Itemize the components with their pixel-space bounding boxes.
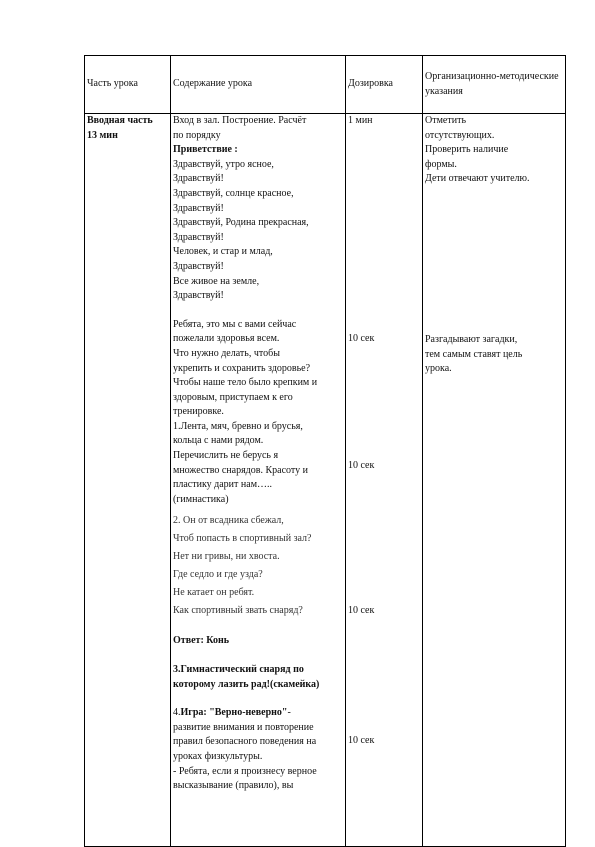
game-line: высказывание (правило), вы — [173, 780, 294, 792]
content-cell — [171, 114, 346, 847]
note-line: отсутствующих. — [425, 129, 495, 141]
header-part: Часть урока — [85, 56, 171, 114]
game-number: 4. — [173, 707, 181, 719]
note-line: урока. — [425, 363, 452, 375]
lesson-plan-table — [84, 55, 566, 847]
riddle3-line: которому лазить рад!(скамейка) — [173, 678, 320, 690]
note-line: формы. — [425, 158, 457, 170]
table-header-row — [85, 56, 566, 114]
health-line: тренировке. — [173, 406, 224, 418]
dosage-value: 10 сек — [348, 460, 375, 471]
health-line: здоровым, приступаем к его — [173, 391, 293, 403]
notes-spacer — [425, 187, 563, 333]
game-dash: - — [287, 707, 291, 719]
game-heading — [173, 706, 343, 721]
riddle1-line: Перечислить не берусь я — [173, 450, 279, 462]
dosage-value: 1 мин — [348, 115, 373, 126]
riddle2-line: Как спортивный звать снаряд? — [173, 605, 303, 617]
riddle1-line: (гимнастика) — [173, 493, 229, 505]
note-line: тем самым ставят цель — [425, 348, 523, 360]
note-line: Разгадывают загадки, — [425, 333, 518, 345]
greeting-line: Человек, и стар и млад, — [173, 246, 273, 258]
game-line: уроках физкультуры. — [173, 751, 263, 762]
health-line: укрепить и сохранить здоровье? — [173, 362, 311, 374]
riddle1-line: пластику дарит нам….. — [173, 479, 273, 491]
riddle-answer: Ответ: Конь — [173, 635, 230, 647]
greeting-line: Здравствуй, Родина прекрасная, — [173, 217, 309, 229]
health-line: Ребята, это мы с вами сейчас — [173, 318, 297, 330]
greeting-line: Здравствуй, солнце красное, — [173, 187, 294, 199]
riddle2-line: Нет ни гривы, ни хвоста. — [173, 551, 280, 563]
greeting-title: Приветствие : — [173, 144, 238, 156]
riddle2-block — [173, 512, 343, 620]
riddle2-line: Чтоб попасть в спортивный зал? — [173, 533, 312, 545]
game-line: правил безопасного поведения на — [173, 736, 317, 748]
greeting-line: Здравствуй, утро ясное, — [173, 158, 274, 170]
dosage-value: 10 сек — [348, 735, 375, 746]
header-content: Содержание урока — [171, 56, 346, 114]
part-name: Вводная часть — [87, 115, 153, 126]
dosage-value: 10 сек — [348, 605, 375, 616]
greeting-line: Здравствуй! — [173, 173, 224, 185]
greeting-line: Здравствуй! — [173, 202, 224, 214]
dosage-value: 10 сек — [348, 333, 375, 344]
health-line: пожелали здоровья всем. — [173, 333, 280, 345]
greeting-line: Здравствуй! — [173, 260, 224, 272]
part-cell — [85, 114, 171, 847]
intro-line: Вход в зал. Построение. Расчёт — [173, 115, 307, 126]
riddle3-line: 3.Гимнастический снаряд по — [173, 664, 304, 676]
greeting-line: Здравствуй! — [173, 290, 224, 302]
health-line: Чтобы наше тело было крепким и — [173, 377, 318, 389]
game-line: развитие внимания и повторение — [173, 721, 314, 733]
note-line: Дети отвечают учителю. — [425, 173, 530, 185]
greeting-line: Здравствуй! — [173, 231, 224, 243]
notes-cell — [423, 114, 566, 847]
table-row — [85, 114, 566, 847]
game-line: - Ребята, если я произнесу верное — [173, 765, 317, 777]
riddle2-line: Где седло и где узда? — [173, 569, 263, 581]
note-line: Отметить — [425, 115, 467, 126]
riddle2-line: Не катает он ребят. — [173, 587, 255, 599]
game-title: Игра: "Верно-неверно" — [180, 707, 288, 719]
intro-line: по порядку — [173, 129, 221, 141]
note-line: Проверить наличие — [425, 144, 509, 156]
health-line: Что нужно делать, чтобы — [173, 347, 280, 359]
header-dosage: Дозировка — [346, 56, 423, 114]
riddle1-line: кольца с нами рядом. — [173, 435, 264, 447]
header-notes: Организационно-методические указания — [423, 56, 566, 114]
riddle1-line: множество снарядов. Красоту и — [173, 464, 308, 476]
dosage-cell — [346, 114, 423, 847]
riddle2-line: 2. Он от всадника сбежал, — [173, 515, 284, 527]
riddle1-line: 1.Лента, мяч, бревно и брусья, — [173, 420, 303, 432]
greeting-line: Все живое на земле, — [173, 275, 260, 287]
part-duration: 13 мин — [87, 129, 118, 141]
